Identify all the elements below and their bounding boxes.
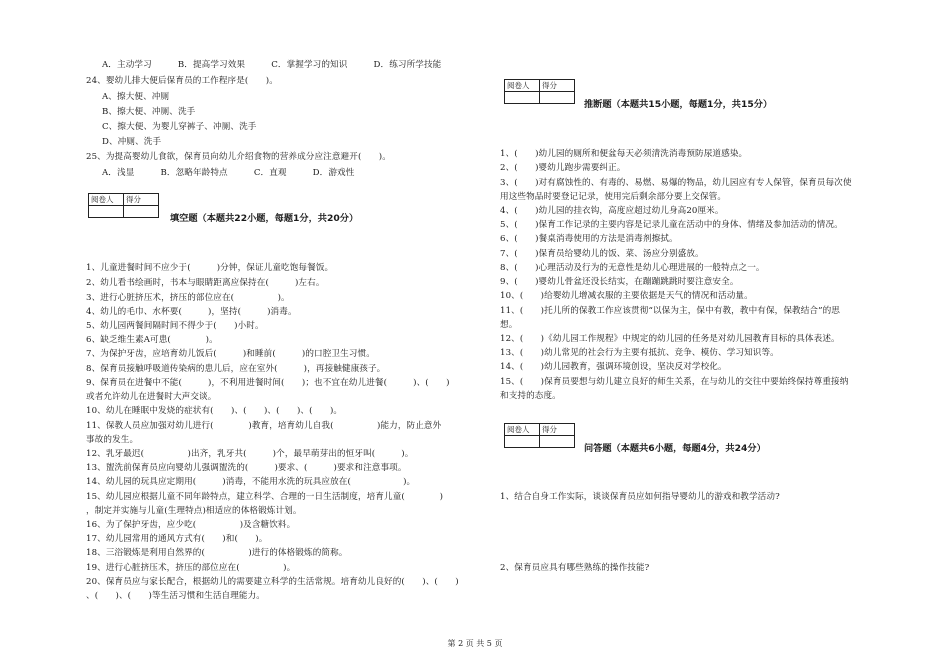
score-label: 得分 — [540, 424, 575, 436]
fill-q15: 15、幼儿园应根据儿童不同年龄特点，建立科学、合理的一日生活制度，培育儿童( ) — [86, 492, 444, 502]
fill-q6: 6、缺乏维生素A可患( )。 — [86, 335, 218, 345]
qa-q2: 2、保育员应具有哪些熟练的操作技能? — [500, 563, 650, 573]
score-cell[interactable] — [540, 436, 575, 448]
q24-option-a: A、擦大便、冲厕 — [102, 92, 170, 102]
section-title-fill: 填空题（本题共22小题，每题1分，共20分） — [170, 213, 359, 224]
fill-q16: 16、为了保护牙齿，应少吃( )及含糖饮料。 — [86, 520, 296, 530]
judge-q5: 5、( )保育工作记录的主要内容是记录儿童在活动中的身体、情绪及参加活动的情况。 — [500, 220, 843, 230]
fill-q18: 18、三浴锻炼是利用自然界的( )进行的体格锻炼的简称。 — [86, 548, 348, 558]
grader-cell[interactable] — [505, 436, 540, 448]
score-label: 得分 — [540, 80, 575, 92]
judge-q6: 6、( )餐桌消毒使用的方法是消毒剂擦拭。 — [500, 234, 678, 244]
fill-q20: 20、保育员应与家长配合，根据幼儿的需要建立科学的生活常规。培育幼儿良好的( )、( ) — [86, 577, 459, 587]
judge-q10: 10、( )给婴幼儿增减衣服的主要依据是天气的情况和活动量。 — [500, 291, 753, 301]
fill-q11-cont: 事故的发生。 — [86, 435, 139, 445]
fill-q19: 19、进行心脏挤压术，挤压的部位应在( )。 — [86, 563, 296, 573]
fill-q8: 8、保育员接触呼吸道传染病的患儿后，应在室外( )，再接触健康孩子。 — [86, 364, 386, 374]
score-cell[interactable] — [540, 92, 575, 104]
judge-q1: 1、( )幼儿园的厕所和便盆每天必须清洗消毒预防尿道感染。 — [500, 149, 748, 159]
judge-q14: 14、( )幼儿园教育，强调环境创设，坚决反对学校化。 — [500, 362, 727, 372]
fill-q2: 2、幼儿看书绘画时，书本与眼睛距离应保持在( )左右。 — [86, 278, 325, 288]
fill-q9-cont: 或者允许幼儿在进餐时大声交谈。 — [86, 392, 217, 402]
score-box-judge — [504, 79, 575, 104]
section-title-qa: 问答题（本题共6小题，每题4分，共24分） — [584, 443, 766, 454]
judge-q7: 7、( )保育员给婴幼儿的饭、菜、汤应分别盛放。 — [500, 249, 704, 259]
judge-q4: 4、( )幼儿园的挂衣钩，高度应超过幼儿身高20厘米。 — [500, 206, 724, 216]
fill-q13: 13、盥洗前保育员应向婴幼儿强调盥洗的( )要求、( )要求和注意事项。 — [86, 463, 407, 473]
judge-q9: 9、( )婴幼儿骨盆还没长结实，在蹦蹦跳跳时要注意安全。 — [500, 277, 739, 287]
fill-q15-cont: ，制定并实施与儿童(生理特点)相适应的体格锻炼计划。 — [86, 506, 302, 516]
fill-q10: 10、幼儿在睡眠中发烧的症状有( )、( )、( )、( )。 — [86, 406, 343, 416]
judge-q3-cont: 用这些物品时要登记记录，使用完后剩余部分要上交保管。 — [500, 192, 727, 202]
grader-label: 阅卷人 — [505, 80, 540, 92]
fill-q12: 12、乳牙最迟( )出齐，乳牙共( )个，最早萌芽出的恒牙叫( )。 — [86, 449, 414, 459]
fill-q1: 1、儿童进餐时间不应少于( )分钟，保证儿童吃饱每餐饭。 — [86, 263, 334, 273]
q25-options: A．浅显 B．忽略年龄特点 C．直观 D．游戏性 — [102, 168, 355, 178]
score-label: 得分 — [124, 194, 159, 206]
fill-q9: 9、保育员在进餐中不能( )，不利用进餐时间( )；也不宜在幼儿进餐( )、( ) — [86, 378, 450, 388]
score-box-qa — [504, 423, 575, 448]
qa-q1: 1、结合自身工作实际，谈谈保育员应如何指导婴幼儿的游戏和教学活动? — [500, 492, 780, 502]
judge-q12: 12、( )《幼儿园工作规程》中规定的幼儿园的任务是对幼儿园教育目标的具体表述。 — [500, 334, 840, 344]
q24-option-d: D、冲厕、洗手 — [102, 137, 162, 147]
grader-label: 阅卷人 — [505, 424, 540, 436]
judge-q15: 15、( )保育员要想与幼儿建立良好的师生关系，在与幼儿的交往中要始终保持尊重接纳 — [500, 377, 849, 387]
q23-options: A．主动学习 B．提高学习效果 C．掌握学习的知识 D．练习所学技能 — [102, 60, 442, 70]
grader-cell[interactable] — [505, 92, 540, 104]
fill-q7: 7、为保护牙齿，应培育幼儿饭后( )和睡前( )的口腔卫生习惯。 — [86, 349, 375, 359]
score-cell[interactable] — [124, 206, 159, 218]
fill-q20-cont: 、( )、( )等生活习惯和生活自理能力。 — [86, 591, 265, 601]
fill-q11: 11、保教人员应加强对幼儿进行( )教育，培育幼儿自我( )能力，防止意外 — [86, 421, 442, 431]
judge-q2: 2、( )婴幼儿跑步需要纠正。 — [500, 163, 626, 173]
judge-q3: 3、( )对有腐蚀性的、有毒的、易燃、易爆的物品，幼儿园应有专人保管，保育员每次使 — [500, 178, 852, 188]
judge-q11: 11、( )托儿所的保教工作应该贯彻“以保为主，保中有教，教中有保，保教结合”的思 — [500, 306, 841, 316]
judge-q11-cont: 想。 — [500, 320, 518, 330]
judge-q13: 13、( )幼儿常见的社会行为主要有抵抗、竞争、模仿、学习知识等。 — [500, 348, 779, 358]
fill-q17: 17、幼儿园常用的通风方式有( )和( )。 — [86, 534, 268, 544]
grader-cell[interactable] — [89, 206, 124, 218]
section-title-judge: 推断题（本题共15小题，每题1分，共15分） — [584, 99, 773, 110]
judge-q15-cont: 和支持的态度。 — [500, 391, 561, 401]
q24-option-b: B、擦大便、冲厕、洗手 — [102, 107, 196, 117]
q24-stem: 24、婴幼儿排大便后保育员的工作程序是( )。 — [86, 76, 278, 86]
judge-q8: 8、( )心理活动及行为的无意性是幼儿心理进展的一般特点之一。 — [500, 263, 765, 273]
fill-q4: 4、幼儿的毛巾、水杯要( )，坚持( )消毒。 — [86, 307, 297, 317]
grader-label: 阅卷人 — [89, 194, 124, 206]
page-footer: 第 2 页 共 5 页 — [447, 639, 503, 648]
q25-stem: 25、为提高婴幼儿食欲，保育员向幼儿介绍食物的营养成分应注意避开( )。 — [86, 152, 391, 162]
fill-q3: 3、进行心脏挤压术，挤压的部位应在( )。 — [86, 293, 290, 303]
score-box-fill — [88, 193, 159, 218]
fill-q5: 5、幼儿园两餐间隔时间不得少于( )小时。 — [86, 321, 264, 331]
q24-option-c: C、擦大便、为婴儿穿裤子、冲厕、洗手 — [102, 122, 257, 132]
fill-q14: 14、幼儿园的玩具应定期用( )消毒，不能用水洗的玩具应放在( )。 — [86, 477, 416, 487]
